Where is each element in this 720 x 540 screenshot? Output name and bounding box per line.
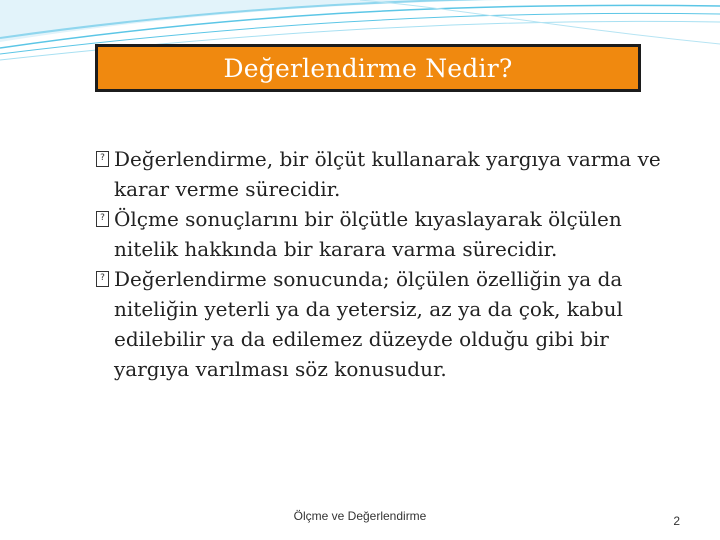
bullet-text: Ölçme sonuçlarını bir ölçütle kıyaslayarak ölçülen nitelik hakkında bir karara varma sürecidir.: [114, 207, 622, 261]
bullet-item: [96, 264, 686, 384]
missing-glyph-box-icon: ?: [96, 264, 114, 294]
missing-glyph-box-icon: ?: [96, 144, 114, 174]
bullet-text: Değerlendirme sonucunda; ölçülen özelliğin ya da niteliğin yeterli ya da yetersiz, az ya da çok, kabul edilebilir ya da edilemez düzeyde olduğu gibi bir yargıya varılması söz konusudur.: [114, 267, 623, 381]
page-number: 2: [673, 514, 680, 528]
title-banner: [95, 44, 641, 92]
slide-title: Değerlendirme Nedir?: [223, 53, 513, 83]
missing-glyph-box-icon: ?: [96, 204, 114, 234]
bullet-text: Değerlendirme, bir ölçüt kullanarak yargıya varma ve karar verme sürecidir.: [114, 147, 661, 201]
bullet-list: [96, 144, 686, 384]
bullet-item: [96, 204, 686, 264]
footer-text: Ölçme ve Değerlendirme: [293, 509, 427, 523]
bullet-item: [96, 144, 686, 204]
